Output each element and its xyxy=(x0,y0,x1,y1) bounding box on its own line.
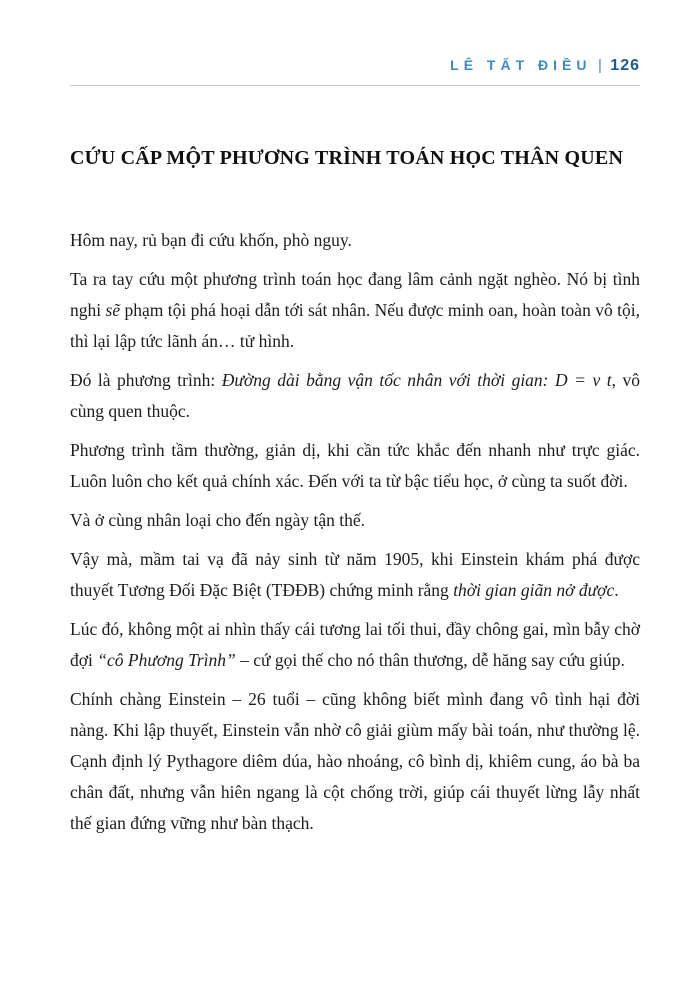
paragraph xyxy=(70,505,640,536)
header-rule xyxy=(70,85,640,86)
text-run: Phương trình tầm thường, giản dị, khi cần tức khắc đến nhanh như trực giác. Luôn luôn cho kết quả chính xác. Đến với ta từ bậc tiểu học, ở cùng ta suốt đời. xyxy=(70,440,640,491)
text-run: , vô cùng quen thuộc. xyxy=(70,370,641,421)
header-author-name: LÊ TẤT ĐIỀU xyxy=(450,57,592,73)
italic-text-run: Đường dài bằng vận tốc nhân với thời gian: D = v t xyxy=(221,370,612,390)
page-header xyxy=(70,55,640,76)
text-run: Hôm nay, rủ bạn đi cứu khốn, phò nguy. xyxy=(70,230,352,250)
text-run: Chính chàng Einstein – 26 tuổi – cũng không biết mình đang vô tình hại đời nàng. Khi lập thuyết, Einstein vẫn nhờ cô giải giùm mấy bài toán, như thường lệ. Cạnh định lý Pythagore diêm dúa, hào nhoáng, cô bình dị, khiêm cung, áo bà ba chân đất, nhưng vẫn hiên ngang là cột chống trời, giúp cái thuyết lừng lẫy nhất thế gian đứng vững như bàn thạch. xyxy=(70,689,640,833)
paragraph xyxy=(70,225,640,256)
paragraph xyxy=(70,264,640,357)
text-run: – cứ gọi thế cho nó thân thương, dễ hăng say cứu giúp. xyxy=(235,650,625,670)
text-run: phạm tội phá hoại dẫn tới sát nhân. Nếu được minh oan, hoàn toàn vô tội, thì lại lập tức lãnh án… tử hình. xyxy=(70,300,640,351)
text-run: Đó là phương trình: xyxy=(70,370,222,390)
text-run: Và ở cùng nhân loại cho đến ngày tận thế. xyxy=(70,510,365,530)
paragraph xyxy=(70,365,640,427)
italic-text-run: thời gian giãn nở được xyxy=(453,580,615,600)
italic-text-run: sẽ xyxy=(105,300,121,320)
paragraph xyxy=(70,684,640,839)
text-run: Lúc đó, không một ai nhìn thấy cái tương lai tối thui, đầy chông gai, mìn bẫy chờ đợi xyxy=(70,619,640,670)
paragraph xyxy=(70,544,640,606)
paragraph xyxy=(70,435,640,497)
text-run: Vậy mà, mầm tai vạ đã nảy sinh từ năm 1905, khi Einstein khám phá được thuyết Tương Đối Đặc Biệt (TĐĐB) chứng minh rằng xyxy=(70,549,640,600)
body-paragraphs xyxy=(70,225,640,847)
paragraph xyxy=(70,614,640,676)
text-run: Ta ra tay cứu một phương trình toán học đang lâm cảnh ngặt nghèo. Nó bị tình nghi xyxy=(70,269,640,320)
text-run: . xyxy=(614,580,619,600)
header-page-number: 126 xyxy=(610,57,640,74)
italic-text-run: “cô Phương Trình” xyxy=(97,650,236,670)
header-separator: | xyxy=(597,57,602,74)
page-title: CỨU CẤP MỘT PHƯƠNG TRÌNH TOÁN HỌC THÂN QUEN xyxy=(70,147,624,169)
